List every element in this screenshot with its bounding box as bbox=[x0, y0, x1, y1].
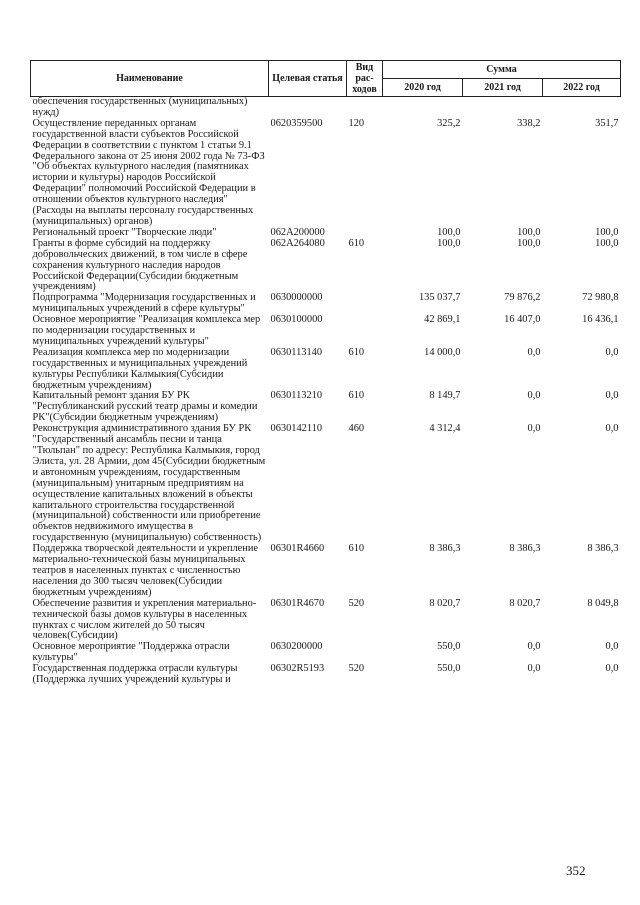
table-row bbox=[31, 348, 621, 392]
row-expense-type: 610 bbox=[348, 543, 365, 555]
row-expense-type: 460 bbox=[348, 423, 365, 435]
row-expense-type bbox=[347, 642, 383, 664]
row-name: Поддержка творческой деятельности и укрепление материально-технической базы муниципальных театров в населенных пунктах с численностью населения до 300 тысяч человек(Субсидии бюджетным учреждениям) bbox=[32, 543, 259, 598]
row-sum-2020: 8 149,7 bbox=[429, 390, 461, 402]
header-year-2022: 2022 год bbox=[543, 79, 621, 97]
row-sum-2021: 8 020,7 bbox=[509, 597, 541, 609]
row-expense-type: 610 bbox=[348, 346, 365, 358]
row-sum-2022: 8 049,8 bbox=[587, 597, 619, 609]
row-name: Гранты в форме субсидий на поддержку добровольческих движений, в том числе в сфере сохранения культурного наследия народов Российской Федерации(Субсидии бюджетным учреждениям) bbox=[32, 237, 248, 293]
row-target-article: 06302R5193 bbox=[270, 663, 325, 675]
row-name: Реконструкция административного здания БУ РК "Государственный ансамбль песни и танца "Тюльпан" по адресу: Республика Калмыкия, город Элиста, ул. 28 Армии, дом 45(Субсидии бюджетным и автономным учреждениям, государственным (муниципальным) унитарным предприятиям на осуществление капитальных вложений в объекты капитального строительства государственной (муниципальной) собственности или приобретение объектов недвижимого имущества в государственную (муниципальную) собственность) bbox=[32, 423, 266, 544]
row-sum-2020: 8 386,3 bbox=[429, 543, 461, 555]
table-row bbox=[31, 599, 621, 643]
row-sum-2020: 100,0 bbox=[437, 237, 461, 249]
table-row bbox=[31, 544, 621, 599]
row-name: Обеспечение развития и укрепления материально-технической базы домов культуры в населенных пунктах с числом жителей до 50 тысяч человек(Субсидии) bbox=[32, 597, 257, 642]
header-name: Наименование bbox=[31, 61, 269, 97]
row-target-article: 062A200000 bbox=[270, 226, 325, 238]
table-row bbox=[31, 97, 621, 119]
row-sum-2022: 0,0 bbox=[605, 663, 619, 675]
row-sum-2020: 14 000,0 bbox=[424, 346, 461, 358]
row-target-article: 0630200000 bbox=[270, 641, 323, 653]
row-sum-2021: 0,0 bbox=[527, 346, 541, 358]
row-target-article: 0630000000 bbox=[270, 292, 323, 304]
table-row bbox=[31, 664, 621, 686]
row-sum-2020: 325,2 bbox=[437, 117, 461, 129]
table-row bbox=[31, 315, 621, 348]
row-target-article: 06301R4670 bbox=[270, 597, 325, 609]
row-sum-2020: 550,0 bbox=[437, 641, 461, 653]
row-sum-2021: 16 407,0 bbox=[504, 314, 541, 326]
row-sum-2021 bbox=[463, 97, 543, 119]
row-expense-type: 520 bbox=[348, 597, 365, 609]
row-target-article: 0630142110 bbox=[270, 423, 323, 435]
row-sum-2022: 100,0 bbox=[595, 237, 619, 249]
row-sum-2020: 8 020,7 bbox=[429, 597, 461, 609]
row-name: Капитальный ремонт здания БУ РК "Республиканский русский театр драмы и комедии РК"(Субсидии бюджетным учреждениям) bbox=[32, 390, 258, 424]
header-target-article: Целевая статья bbox=[269, 61, 347, 97]
header-sum: Сумма bbox=[383, 61, 621, 79]
row-name: Реализация комплекса мер по модернизации государственных и муниципальных учреждений культуры Республики Калмыкия(Субсидии бюджетным учреждениям) bbox=[32, 346, 248, 391]
row-sum-2021: 0,0 bbox=[527, 390, 541, 402]
row-sum-2020: 42 869,1 bbox=[424, 314, 461, 326]
table-row bbox=[31, 642, 621, 664]
row-name: обеспечения государственных (муниципальных) нужд) bbox=[32, 96, 248, 118]
table-row bbox=[31, 119, 621, 228]
row-sum-2021: 338,2 bbox=[517, 117, 541, 129]
row-sum-2022: 16 436,1 bbox=[582, 314, 619, 326]
row-name: Подпрограмма "Модернизация государственных и муниципальных учреждений в сфере культуры" bbox=[32, 292, 256, 315]
row-expense-type bbox=[347, 315, 383, 348]
row-name: Основное мероприятие "Поддержка отрасли культуры" bbox=[32, 641, 230, 664]
header-year-2021: 2021 год bbox=[463, 79, 543, 97]
table-row bbox=[31, 293, 621, 315]
row-expense-type: 520 bbox=[348, 663, 365, 675]
table-row bbox=[31, 391, 621, 424]
row-target-article: 0630100000 bbox=[270, 314, 323, 326]
row-name: Региональный проект "Творческие люди" bbox=[32, 226, 217, 238]
budget-table bbox=[30, 60, 621, 686]
page-number: 352 bbox=[566, 863, 586, 878]
row-sum-2021: 100,0 bbox=[517, 237, 541, 249]
row-sum-2022: 0,0 bbox=[605, 390, 619, 402]
row-target-article: 06301R4660 bbox=[270, 543, 325, 555]
row-sum-2022: 351,7 bbox=[595, 117, 619, 129]
row-expense-type bbox=[347, 97, 383, 119]
row-sum-2020: 135 037,7 bbox=[418, 292, 461, 304]
row-sum-2020 bbox=[383, 97, 463, 119]
row-sum-2022: 0,0 bbox=[605, 346, 619, 358]
table-row bbox=[31, 239, 621, 294]
row-sum-2022: 0,0 bbox=[605, 423, 619, 435]
row-target-article: 0630113210 bbox=[270, 390, 323, 402]
row-sum-2022: 100,0 bbox=[595, 226, 619, 238]
row-sum-2022 bbox=[543, 97, 621, 119]
row-target-article: 062A264080 bbox=[270, 237, 325, 249]
row-expense-type: 610 bbox=[348, 237, 365, 249]
row-name: Государственная поддержка отрасли культуры (Поддержка лучших учреждений культуры и bbox=[32, 663, 238, 686]
table-body bbox=[31, 97, 621, 686]
row-sum-2021: 79 876,2 bbox=[504, 292, 541, 304]
row-target-article: 0620359500 bbox=[270, 117, 323, 129]
row-name: Основное мероприятие "Реализация комплекса мер по модернизации государственных и муниципальных учреждений культуры" bbox=[32, 314, 261, 347]
row-sum-2021: 0,0 bbox=[527, 641, 541, 653]
row-sum-2020: 4 312,4 bbox=[429, 423, 461, 435]
row-expense-type: 120 bbox=[348, 117, 365, 129]
row-target-article bbox=[269, 97, 347, 119]
row-sum-2021: 8 386,3 bbox=[509, 543, 541, 555]
row-expense-type: 610 bbox=[348, 390, 365, 402]
table-row bbox=[31, 424, 621, 544]
row-sum-2022: 0,0 bbox=[605, 641, 619, 653]
row-expense-type bbox=[347, 293, 383, 315]
row-sum-2021: 100,0 bbox=[517, 226, 541, 238]
header-year-2020: 2020 год bbox=[383, 79, 463, 97]
row-target-article: 0630113140 bbox=[270, 346, 323, 358]
row-sum-2022: 72 980,8 bbox=[582, 292, 619, 304]
row-sum-2021: 0,0 bbox=[527, 663, 541, 675]
row-sum-2020: 100,0 bbox=[437, 226, 461, 238]
table-header bbox=[31, 61, 621, 97]
row-sum-2020: 550,0 bbox=[437, 663, 461, 675]
row-sum-2022: 8 386,3 bbox=[587, 543, 619, 555]
row-name: Осуществление переданных органам государственной власти субъектов Российской Федерации в соответствии с пунктом 1 статьи 9.1 Федерального закона от 25 июня 2002 года № 73-ФЗ "Об объектах культурного наследия (памятниках истории и культуры) народов Российской Федерации" полномочий Российской Федерации в отношении объектов культурного наследия"(Расходы на выплаты персоналу государственных (муниципальных) органов) bbox=[32, 117, 265, 227]
row-sum-2021: 0,0 bbox=[527, 423, 541, 435]
header-expense-type: Вид рас-ходов bbox=[347, 61, 383, 97]
